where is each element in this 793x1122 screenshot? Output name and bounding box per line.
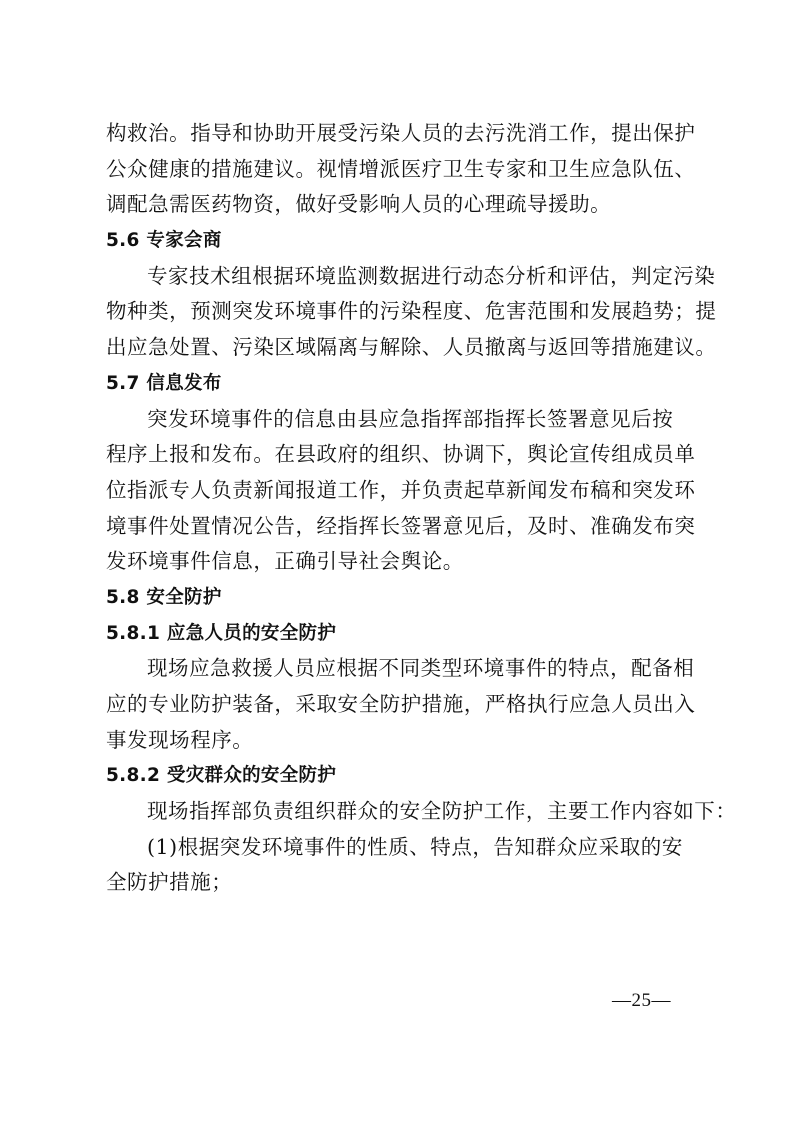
paragraph-list-item-1 xyxy=(106,830,691,901)
page-body xyxy=(106,116,737,901)
paragraph-expert-consultation xyxy=(106,259,717,366)
text-line: 物种类，预测突发环境事件的污染程度、危害范围和发展趋势；提 xyxy=(106,299,717,324)
section-heading-5-6: 5.6 专家会商 xyxy=(106,230,222,252)
paragraph-responder-protection xyxy=(106,651,696,758)
text-line: 突发环境事件的信息由县应急指挥部指挥长签署意见后按 xyxy=(147,406,674,431)
text-line: 全防护措施； xyxy=(106,870,233,895)
text-line: 位指派专人负责新闻报道工作，并负责起草新闻发布稿和突发环 xyxy=(106,477,696,502)
text-line: 现场指挥部负责组织群众的安全防护工作，主要工作内容如下： xyxy=(147,799,737,824)
text-line: 程序上报和发布。在县政府的组织、协调下，舆论宣传组成员单 xyxy=(106,442,696,467)
section-heading-5-7: 5.7 信息发布 xyxy=(106,372,222,394)
text-line: 专家技术组根据环境监测数据进行动态分析和评估，判定污染 xyxy=(147,263,716,288)
text-line: 发环境事件信息，正确引导社会舆论。 xyxy=(106,549,464,574)
text-line: 调配急需医药物资，做好受影响人员的心理疏导援助。 xyxy=(106,192,612,217)
text-line: 境事件处置情况公告，经指挥长签署意见后，及时、准确发布突 xyxy=(106,513,696,538)
text-line: 事发现场程序。 xyxy=(106,727,254,752)
section-heading-5-8-2: 5.8.2 受灾群众的安全防护 xyxy=(106,765,337,787)
section-heading-5-8-1: 5.8.1 应急人员的安全防护 xyxy=(106,622,337,644)
text-line: 构救治。指导和协助开展受污染人员的去污洗消工作，提出保护 xyxy=(106,121,696,145)
text-line: 现场应急救援人员应根据不同类型环境事件的特点，配备相 xyxy=(147,656,695,681)
paragraph-medical-rescue xyxy=(106,116,696,223)
text-line: 出应急处置、污染区域隔离与解除、人员撤离与返回等措施建议。 xyxy=(106,335,717,360)
section-heading-5-8: 5.8 安全防护 xyxy=(106,586,222,608)
paragraph-public-protection-intro xyxy=(106,794,737,830)
page-number: —25— xyxy=(612,990,671,1011)
text-line: (1)根据突发环境事件的性质、特点，告知群众应采取的安 xyxy=(147,834,683,859)
text-line: 公众健康的措施建议。视情增派医疗卫生专家和卫生应急队伍、 xyxy=(106,156,696,181)
paragraph-information-release xyxy=(106,402,696,580)
text-line: 应的专业防护装备，采取安全防护措施，严格执行应急人员出入 xyxy=(106,692,696,716)
